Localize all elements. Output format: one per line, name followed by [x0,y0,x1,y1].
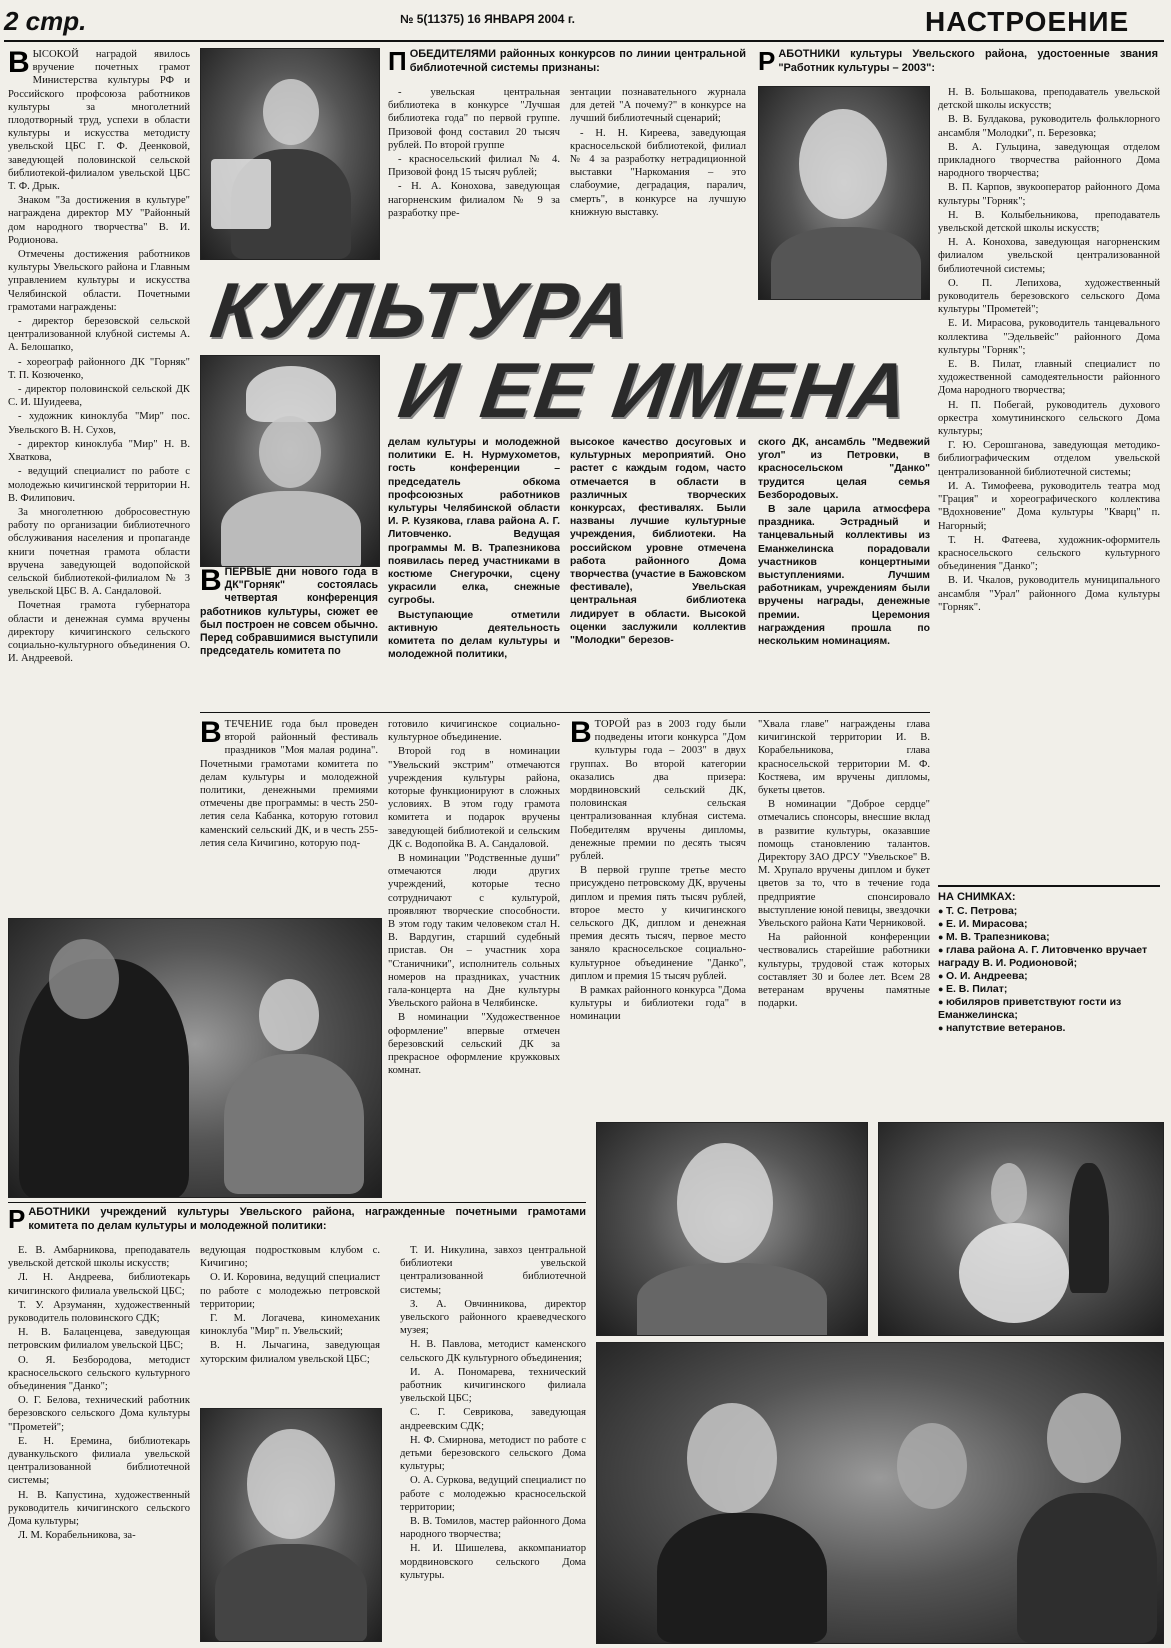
workers-list: Н. В. Большакова, преподаватель увельской детской школы искусств; В. В. Булдакова, руководитель фольклорного ансамбля "Молодки", п. Березовка; В. А. Гульцина, заведующая отделом прикладного творчества районного Дома народного творчества; В. П. Карпов, звукооператор районного Дома культуры "Горняк"; Н. В. Колыбельникова, преподаватель увельской детской школы искусств; Н. А. Конохова, заведующая нагорненским филиалом увельской централизованной библиотечной системы; О. П. Лепихова, художественный руководитель березовского сельского Дома культуры "Прометей"; Е. И. Мирасова, руководитель танцевального коллектива "Эдельвейс" районного Дома культуры "Горняк"; Е. В. Пилат, главный специалист по художественной самодеятельности районного Дома народного творчества; Н. П. Побегай, руководитель духового оркестра хомутининского сельского Дома культуры; Г. Ю. Серошганова, заведующая методико-библиографическим отделом увельской централизованной библиотечной системы; И. А. Тимофеева, руководитель театра мод "Грация" и хореографического коллектива "Вдохновение" Дома культуры "Кварц" п. Нагорный; Т. Н. Фатеева, художник-оформитель красносельского сельского культурного объединения "Данко"; В. И. Чкалов, руководитель муниципального ансамбля "Урал" районного Дома культуры "Горняк". [938,87,1160,613]
photo-andreeva [596,1122,868,1336]
during-p1: ВТЕЧЕНИЕ года был проведен второй районный фестиваль праздников "Моя малая родина". Почетными грамотами комитета по делам культуры и молодежной политики, денежными премиями отмечены две программы: в честь 250-летия села Кабанка, которую готовил каменский сельский ДК, и в честь 255-летия села Кичигино, которую под- [200,718,378,849]
caption-item: ● Т. С. Петрова; [938,905,1160,918]
caption-item: ● Е. В. Пилат; [938,983,1160,996]
photo-pilat [878,1122,1164,1336]
headline-line1: КУЛЬТУРА [205,266,639,354]
photo-award-ceremony [8,918,382,1198]
winners-col-b: зентации познавательного журнала для детей "А почему?" в конкурсе на лучший библиотечный сценарий; - Н. Н. Киреева, заведующая красносельской библиотекой, филиал № 4 за разработку нетрадиционной выставки "Наркомания – это слабоумие, деградация, паралич, смерть", в конкурсе на лучшую книжную выставку. [570,87,746,218]
honorees-c2: ведующая подростковым клубом с. Кичигино; О. И. Коровина, ведущий специалист по работе с молодежью петровской территории; Г. М. Логачева, киномеханик киноклуба "Мир" п. Увельский; В. Н. Лычагина, заведующая хуторским филиалом увельской ЦБС; [200,1245,380,1365]
mid-rule [200,712,930,713]
photo-mirasova [758,86,930,300]
firstdays-c2: высокое качество досуговых и культурных мероприятий. Оно растет с каждым годом, часто отмечается в области в различных творческих конкурсах, фестивалях. Были названы лучшие культурные учреждения, библиотеки. На российском уровне отмечена работа районного Дома творчества (участие в Бажовском фестивале), Увельская центральная библиотека лидирует в области. Высокой оценки заслужили коллектив "Молодки" березов- [570,437,746,647]
second-c2: "Хвала главе" награждены глава кичигинской территории И. В. Корабельникова, глава красносельской территории М. Ф. Костяева, им вручены дипломы, букеты цветов. В номинации "Доброе сердце" отмечались спонсоры, внесшие вклад в развитие культуры, оказавшие помощь становлению талантов. Директору ЗАО ДРСУ "Увельское" В. М. Хрупало вручены диплом и букет цветов за то, что в течение года предприятие спонсировало выступление юной певицы, звездочки Увельского района Кати Черниковой. На районной конференции чествовались старейшие работники культуры, трудовой стаж которых составляет 30 и более лет. Всем 28 ветеранам вручены памятные подарки. [758,719,930,1010]
workers-lead: РАБОТНИКИ культуры Увельского района, удостоенные звания "Работник культуры – 2003": [758,48,1158,76]
winners-lead: ПОБЕДИТЕЛЯМИ районных конкурсов по линии центральной библиотечной системы признаны: [388,48,746,76]
firstdays-c1: делам культуры и молодежной политики Е. Н. Нурмухометов, гость конференции – председатель обкома профсоюзных работников культуры Челябинской области И. Р. Кузякова, глава района А. Г. Литовченко. Ведущая программы М. В. Трапезникова появилась перед участниками в костюме Снегурочки, сцену украсили елка, снежные сугробы. Выступающие отметили активную деятельность комитета по делам культуры и молодежной политики, [388,437,560,661]
photo-petrova [200,48,380,260]
headline-line2: И ЕЕ ИМЕНА [393,346,916,434]
issue-line: № 5(11375) 16 ЯНВАРЯ 2004 г. [400,12,575,26]
honorees-c3: Т. И. Никулина, завхоз центральной библиотеки увельской централизованной библиотечной системы; З. А. Овчинникова, директор увельского районного краеведческого музея; Н. В. Павлова, методист каменского сельского ДК культурного объединения; И. А. Пономарева, технический работник кичигинского филиала увельской ЦБС; С. Г. Севрикова, заведующая андреевским СДК; Н. Ф. Смирнова, методист по работе с детьми березовского сельского Дома культуры; О. А. Суркова, ведущий специалист по работе с молодежью красносельской территории; В. В. Томилов, мастер районного Дома народного творчества; Н. И. Шишелева, аккомпаниатор мордвиновского сельского Дома культуры. [400,1245,586,1581]
honorees-lead: РАБОТНИКИ учреждений культуры Увельского района, награжденные почетными грамотами комитета по делам культуры и молодежной политики: [8,1206,586,1234]
col1-text: ВЫСОКОЙ наградой явилось вручение почетных грамот Министерства культуры РФ и Российского профсоюза работников культуры за многолетний плодотворный труд, успехи в области культуры и искусства методисту увельской ЦБС Г. Ф. Деенковой, заведующей половинской сельской библиотекой-филиалом увельской ЦБС Т. Ф. Дрык. Знаком "За достижения в культуре" награждена директор МУ "Районный дом народного творчества" В. И. Родионова. Отмечены достижения работников культуры Увельского района и Главным управлением культуры и искусства Челябинской области. Почетными грамотами награждены: - директор березовской сельской централизованной клубной системы А. А. Белошапко, - хореограф районного ДК "Горняк" Т. П. Козюченко, - директор половинской сельской ДК С. И. Шуидеева, - художник киноклуба "Мир" пос. Увельского В. Н. Сухов, - директор киноклуба "Мир" Н. В. Хваткова, - ведущий специалист по работе с молодежью кичигинской территории Н. В. Филипович. За многолетнюю добросовестную работу по организации библиотечного обслуживания населения и пропаганде книги почетная грамота области вручена заведующей водопойской сельской библиотекой-филиалом № 3 увельской ЦБС В. А. Сандаловой. Почетная грамота губернатора области и денежная сумма вручены директору кичигинского сельского социально-культурного объединения О. И. Андреевой. [8,48,190,665]
photo-veterans [596,1342,1164,1644]
honorees-c1: Е. В. Амбарникова, преподаватель увельской детской школы искусств; Л. Н. Андреева, библиотекарь кичигинского филиала увельской ЦБС; Т. У. Арзуманян, художественный руководитель половинского СДК; Н. В. Балаценцева, заведующая петровским филиалом увельской ЦБС; О. Я. Безбородова, методист красносельского сельского культурного объединения "Данко"; О. Г. Белова, технический работник березовского сельского Дома культуры "Прометей"; Е. Н. Еремина, библиотекарь дуванкульского филиала увельской централизованной библиотечной системы; Н. В. Капустина, художественный руководитель кичигинского сельского Дома культуры; Л. М. Корабельникова, за- [8,1245,190,1542]
caption-item: ● глава района А. Г. Литовченко вручает награду В. И. Родионовой; [938,944,1160,970]
caption-item: ● юбиляров приветствуют гости из Еманжелинска; [938,996,1160,1022]
winners-col-a: - увельская центральная библиотека в конкурсе "Лучшая библиотека года" по первой группе. Призовой фонд составил 20 тысяч рублей. По второй группе - красносельский филиал № 4. Призовой фонд 15 тысяч рублей; - Н. А. Конохова, заведующая нагорненским филиалом № 9 за разработку пре- [388,87,560,219]
firstdays-p1: ВПЕРВЫЕ дни нового года в ДК"Горняк" состоялась четвертая конференция работников культуры, сюжет ее был построен не совсем обычно. Перед собравшимися выступили председатель комитета по [200,566,378,658]
photo-trapeznikova [200,355,380,567]
captions-title: НА СНИМКАХ: [938,891,1016,903]
photo-honoree [200,1408,382,1642]
caption-item: ● О. И. Андреева; [938,970,1160,983]
firstdays-c3: ского ДК, ансамбль "Медвежий угол" из Петровки, в красносельском "Данко" трудится целая семья Безбородовых. В зале царила атмосфера праздника. Эстрадный и танцевальный коллективы из Еманжелинска порадовали участников концертными выступлениями. Лучшим работникам, учреждениям были вручены награды, денежные премии. Церемония награждения прошла по нескольким номинациям. [758,437,930,648]
second-c1: ВТОРОЙ раз в 2003 году были подведены итоги конкурса "Дом культуры года – 2003" в двух группах. Во второй категории оказались два призера: мордвиновский сельский ДК, половинская сельская централизованная клубная система. Победителям вручены дипломы, денежные премии по десять тысяч рублей. В первой группе третье место присуждено петровскому ДК, вручены диплом и премия пять тысяч рублей, второе место у кичигинского сельского ДК, диплом и денежная премия десять тысяч, первое место заняло красносельское социально-культурное объединение "Данко", диплом и премия 15 тысяч рублей. В рамках районного конкурса "Дома культуры и библиотеки года" в номинации [570,718,746,1023]
section-title: НАСТРОЕНИЕ [925,6,1130,37]
caption-item: ● напутствие ветеранов. [938,1022,1160,1035]
during-c2: готовило кичигинское социально-культурное объединение. Второй год в номинации "Увельский экстрим" отмечаются учреждения культуры района, которые функционируют в сложных условиях. В этом году грамота комитета и подарок вручены заведующей библиотекой и сельским ДК с. Водопойка В. А. Сандаловой. В номинации "Родственные души" отмечаются люди других учреждений, которые тесно сотрудничают с культурой, проявляют творческие способности. В этом году таким человеком стал Н. В. Вардугин, старший судебный пристав. Он – участник хора "Станичники", исполнитель сольных номеров на праздниках, участник гала-концерта на Дне культуры Увельского района в Челябинске. В номинации "Художественное оформление" впервые отмечен березовский сельский ДК за прекрасное оформление кружковых комнат. [388,719,560,1077]
page-number: 2 стр. [4,6,87,36]
captions-box [938,885,1160,1075]
captions-list [938,905,1160,1035]
caption-item: ● М. В. Трапезникова; [938,931,1160,944]
honorees-rule [8,1202,586,1203]
top-rule [4,40,1164,42]
caption-item: ● Е. И. Мирасова; [938,918,1160,931]
